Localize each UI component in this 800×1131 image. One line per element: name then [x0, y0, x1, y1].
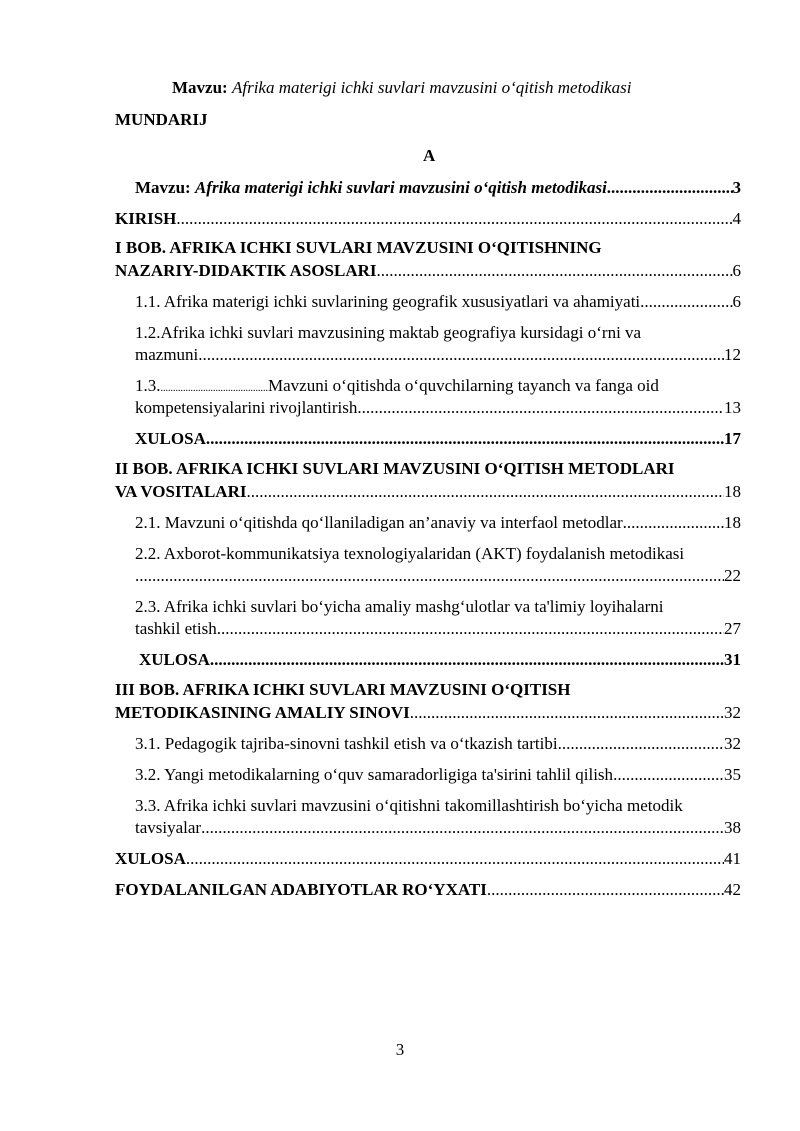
- toc-entry-3-3-line1[interactable]: 3.3. Afrika ichki suvlari mavzusini o‘qitishni takomillashtirish bo‘yicha metodik: [135, 796, 683, 815]
- toc-topic-title: Afrika materigi ichki suvlari mavzusini o‘qitish metodikasi: [194, 178, 607, 197]
- topic-header: [172, 77, 631, 99]
- toc-entry-1-2[interactable]: [135, 344, 741, 366]
- toc-topic-label: Mavzu:: [135, 178, 191, 197]
- toc-page-number: 18: [724, 513, 741, 532]
- toc-page-number: 4: [732, 209, 741, 228]
- toc-entry-3-2[interactable]: [135, 764, 741, 786]
- toc-page-number: 31: [724, 650, 741, 669]
- toc-entry-label: 3.1. Pedagogik tajriba-sinovni tashkil etish va o‘tkazish tartibi: [135, 734, 558, 753]
- toc-entry-1-2-line1[interactable]: 1.2.Afrika ichki suvlari mavzusining maktab geografiya kursidagi o‘rni va: [135, 323, 642, 342]
- toc-chapter1-title-line2: NAZARIY-DIDAKTIK ASOSLARI: [115, 261, 377, 280]
- topic-title: Afrika materigi ichki suvlari mavzusini o‘qitish metodikasi: [231, 78, 632, 97]
- toc-entry-intro[interactable]: [115, 208, 741, 230]
- toc-page-number: 3: [732, 178, 741, 197]
- toc-entry-label: XULOSA: [135, 429, 206, 448]
- topic-label: Mavzu:: [172, 78, 228, 97]
- toc-entry-label: XULOSA: [139, 650, 210, 669]
- toc-entry-label: 2.1. Mavzuni o‘qitishda qo‘llaniladigan an’anaviy va interfaol metodlar: [135, 513, 623, 532]
- toc-entry-label: KIRISH: [115, 209, 177, 228]
- toc-page-number: 41: [724, 849, 741, 868]
- toc-page-number: 18: [724, 482, 741, 501]
- toc-entry-label: Mavzuni o‘qitishda o‘quvchilarning tayanch va fanga oid: [268, 376, 659, 395]
- toc-entry-3-3[interactable]: [135, 817, 741, 839]
- toc-page-number: 27: [724, 619, 741, 638]
- toc-entry-label: mazmuni: [135, 345, 199, 364]
- toc-chapter2-title-line2: VA VOSITALARI: [115, 482, 247, 501]
- toc-entry-chapter2[interactable]: [115, 481, 741, 503]
- toc-page-number: 6: [732, 261, 741, 280]
- toc-page-number: 17: [724, 429, 741, 448]
- toc-entry-1-3[interactable]: [135, 397, 741, 419]
- toc-entry-3-1[interactable]: [135, 733, 741, 755]
- toc-heading: MUNDARIJ: [115, 110, 208, 129]
- toc-entry-references[interactable]: [115, 879, 741, 901]
- toc-letter: A: [423, 146, 436, 165]
- toc-page-number: 22: [724, 566, 741, 585]
- toc-entry-label: FOYDALANILGAN ADABIYOTLAR RO‘YXATI: [115, 880, 487, 899]
- toc-page-number: 12: [724, 345, 741, 364]
- toc-entry-ch1-conclusion[interactable]: [135, 428, 741, 450]
- toc-entry-conclusion[interactable]: [115, 848, 741, 870]
- toc-entry-label: tavsiyalar: [135, 818, 202, 837]
- toc-entry-label: 3.2. Yangi metodikalarning o‘quv samaradorligiga ta'sirini tahlil qilish: [135, 765, 614, 784]
- toc-entry-1-1[interactable]: [135, 291, 741, 313]
- toc-page-number: 13: [724, 398, 741, 417]
- toc-chapter3-title-line1[interactable]: III BOB. AFRIKA ICHKI SUVLARI MAVZUSINI O‘QITISH: [115, 680, 571, 699]
- toc-page-number: 6: [732, 292, 741, 311]
- toc-page-number: 38: [724, 818, 741, 837]
- toc-chapter3-title-line2: METODIKASINING AMALIY SINOVI: [115, 703, 410, 722]
- toc-entry-2-3-line1[interactable]: 2.3. Afrika ichki suvlari bo‘yicha amaliy mashg‘ulotlar va ta'limiy loyihalarni: [135, 597, 664, 616]
- toc-entry-chapter3[interactable]: [115, 702, 741, 724]
- toc-entry-number: 1.3.: [135, 376, 161, 395]
- toc-entry-2-1[interactable]: [135, 512, 741, 534]
- toc-chapter1-title-line1[interactable]: I BOB. AFRIKA ICHKI SUVLARI MAVZUSINI O‘QITISHNING: [115, 238, 602, 257]
- toc-entry-chapter1[interactable]: [115, 260, 741, 282]
- toc-entry-label: tashkil etish: [135, 619, 217, 638]
- toc-entry-2-3[interactable]: [135, 618, 741, 640]
- page-number: 3: [395, 1040, 405, 1059]
- toc-page-number: 42: [724, 880, 741, 899]
- toc-page-number: 35: [724, 765, 741, 784]
- toc-entry-label: 1.1. Afrika materigi ichki suvlarining geografik xususiyatlari va ahamiyati: [135, 292, 641, 311]
- toc-entry-label: kompetensiyalarini rivojlantirish: [135, 398, 358, 417]
- toc-entry-2-2[interactable]: [135, 565, 741, 587]
- toc-entry-label: XULOSA: [115, 849, 186, 868]
- toc-entry-2-2-line1[interactable]: 2.2. Axborot-kommunikatsiya texnologiyalaridan (AKT) foydalanish metodikasi: [135, 544, 685, 563]
- leader-dots: ...........................................: [160, 383, 268, 394]
- toc-page-number: 32: [724, 734, 741, 753]
- toc-entry-topic[interactable]: [135, 177, 741, 199]
- toc-entry-ch2-conclusion[interactable]: [139, 649, 741, 671]
- toc-page-number: 32: [724, 703, 741, 722]
- toc-chapter2-title-line1[interactable]: II BOB. AFRIKA ICHKI SUVLARI MAVZUSINI O‘QITISH METODLARI: [115, 459, 675, 478]
